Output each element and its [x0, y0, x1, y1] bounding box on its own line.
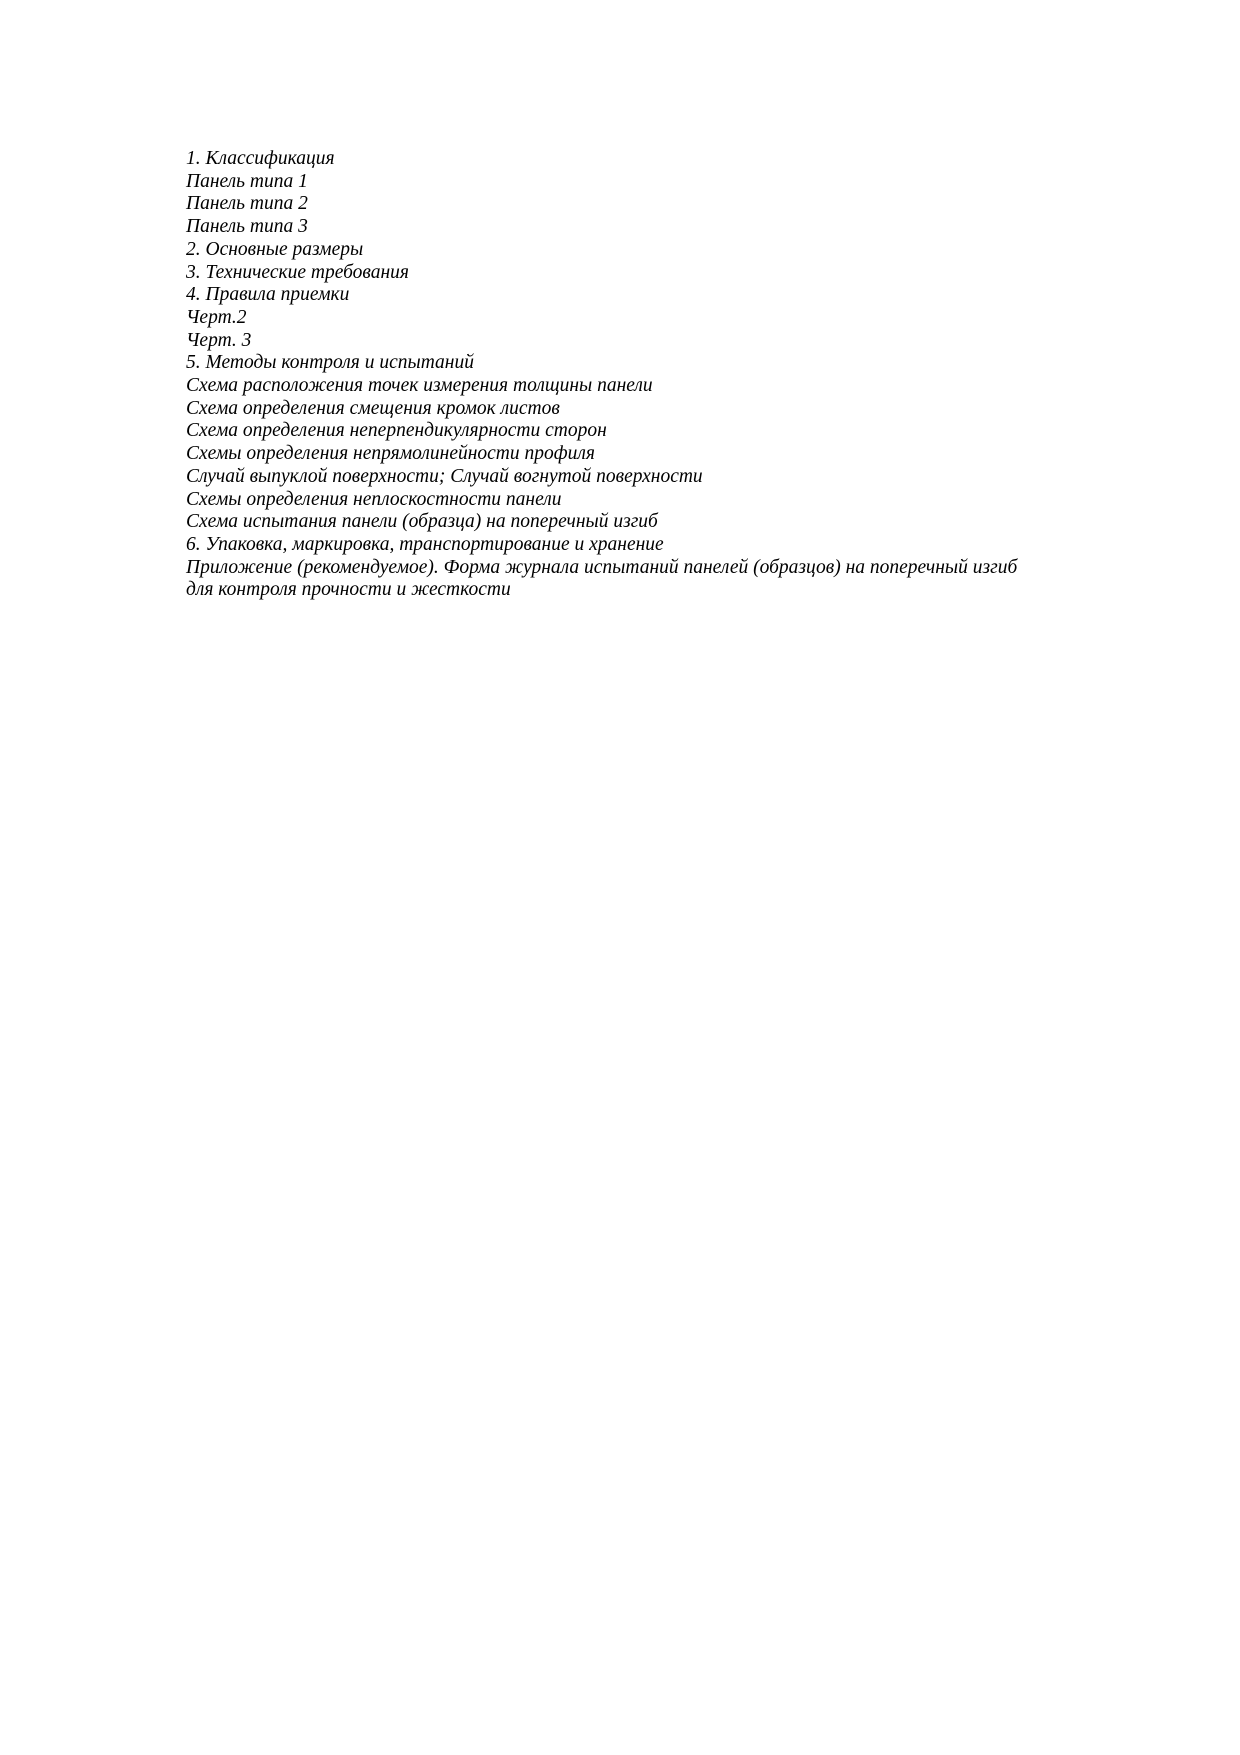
toc-item-bending-test-scheme: Схема испытания панели (образца) на поперечный изгиб [186, 511, 658, 533]
toc-item-main-dimensions: 2. Основные размеры [186, 238, 364, 260]
toc-item-classification: 1. Классификация [186, 148, 335, 169]
toc-item-flatness-schemes: Схемы определения неплоскостности панели [186, 488, 562, 510]
table-of-contents [186, 148, 1046, 602]
toc-item-thickness-scheme: Схема расположения точек измерения толщины панели [186, 375, 653, 397]
toc-item-control-methods: 5. Методы контроля и испытаний [186, 352, 474, 374]
toc-item-drawing-2: Черт.2 [186, 306, 247, 328]
toc-item-surface-cases: Случай выпуклой поверхности; Случай вогнутой поверхности [186, 465, 703, 487]
toc-item-drawing-3: Черт. 3 [186, 329, 252, 351]
toc-item-panel-type-2: Панель типа 2 [186, 193, 308, 215]
toc-item-straightness-schemes: Схемы определения непрямолинейности профиля [186, 443, 595, 465]
toc-item-edge-offset-scheme: Схема определения смещения кромок листов [186, 397, 560, 419]
toc-item-acceptance-rules: 4. Правила приемки [186, 284, 350, 306]
toc-item-packaging: 6. Упаковка, маркировка, транспортирование и хранение [186, 533, 664, 555]
toc-item-panel-type-3: Панель типа 3 [186, 216, 308, 238]
toc-item-appendix: Приложение (рекомендуемое). Форма журнала испытаний панелей (образцов) на поперечный изгиб для контроля прочности и жесткости [186, 556, 1018, 601]
toc-item-perpendicularity-scheme: Схема определения неперпендикулярности сторон [186, 420, 607, 442]
toc-item-panel-type-1: Панель типа 1 [186, 170, 308, 192]
toc-item-technical-requirements: 3. Технические требования [186, 261, 409, 283]
